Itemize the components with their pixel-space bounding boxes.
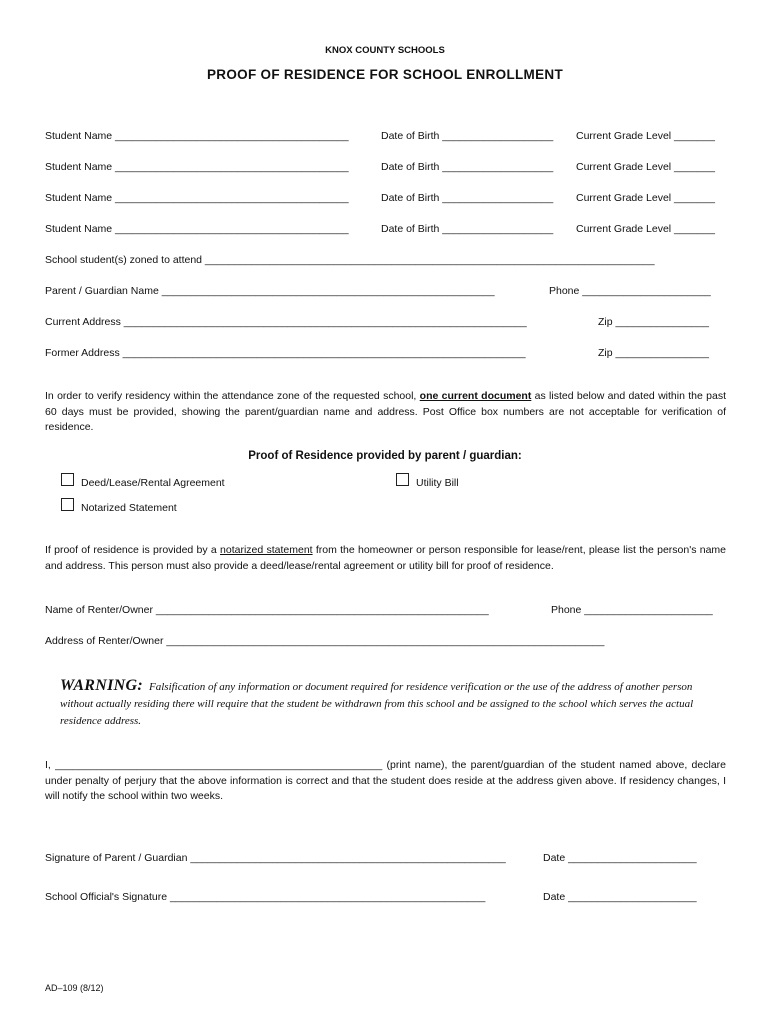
parent-signature-field[interactable]: Signature of Parent / Guardian ______________________________________________________ xyxy=(45,852,506,864)
date-of-birth-field-3[interactable]: Date of Birth ___________________ xyxy=(381,192,554,204)
parent-signature-date-field[interactable]: Date ______________________ xyxy=(543,852,697,864)
former-address-field[interactable]: Former Address _____________________________________________________________________ xyxy=(45,347,526,359)
warning-block xyxy=(60,677,715,730)
date-of-birth-field-4[interactable]: Date of Birth ___________________ xyxy=(381,223,554,235)
school-zoned-field[interactable]: School student(s) zoned to attend _____________________________________________________________________________ xyxy=(45,254,655,266)
renter-owner-address-field[interactable]: Address of Renter/Owner ___________________________________________________________________________ xyxy=(45,635,605,647)
renter-phone-field[interactable]: Phone ______________________ xyxy=(551,604,713,616)
date-of-birth-field-1[interactable]: Date of Birth ___________________ xyxy=(381,130,554,142)
residency-text-2: as listed below and dated within the past 60 days must be provided, showing the parent/guardian name and address. Post Office box numbers are not acceptable for verification of residence. xyxy=(45,390,726,433)
residency-emphasis: one current document xyxy=(419,390,532,402)
grade-level-field-3[interactable]: Current Grade Level _______ xyxy=(576,192,715,204)
page-title: PROOF OF RESIDENCE FOR SCHOOL ENROLLMENT xyxy=(206,67,563,82)
official-signature-field[interactable]: School Official's Signature ______________________________________________________ xyxy=(45,891,486,903)
deed-lease-checkbox[interactable] xyxy=(61,473,74,486)
notarized-instructions xyxy=(45,543,726,574)
current-address-field[interactable]: Current Address _____________________________________________________________________ xyxy=(45,316,527,328)
former-zip-field[interactable]: Zip ________________ xyxy=(598,347,709,359)
notarized-text-2: from the homeowner or person responsible for lease/rent, please list the person's name and address. This person must also provide a deed/lease/rental agreement or utility bill for proof of residence. xyxy=(45,544,726,572)
declaration-paragraph: I, ________________________________________________________ (print name), the parent/guardian of the student named above, declare under penalty of perjury that the above information is correct and that the student does reside at the address given above. If residency changes, I will notify the school within two weeks. xyxy=(45,759,726,802)
student-name-field-3[interactable]: Student Name ________________________________________ xyxy=(45,192,349,204)
student-name-field-2[interactable]: Student Name ________________________________________ xyxy=(45,161,349,173)
deed-lease-label: Deed/Lease/Rental Agreement xyxy=(81,477,225,489)
parent-guardian-name-field[interactable]: Parent / Guardian Name _________________________________________________________ xyxy=(45,285,495,297)
notarized-statement-checkbox[interactable] xyxy=(61,498,74,511)
student-name-field-1[interactable]: Student Name ________________________________________ xyxy=(45,130,349,142)
grade-level-field-2[interactable]: Current Grade Level _______ xyxy=(576,161,715,173)
official-signature-date-field[interactable]: Date ______________________ xyxy=(543,891,697,903)
phone-field[interactable]: Phone ______________________ xyxy=(549,285,711,297)
notarized-statement-label: Notarized Statement xyxy=(81,502,177,514)
form-code: AD–109 (8/12) xyxy=(45,983,104,993)
warning-text: Falsification of any information or document required for residence verification or the use of the address of another person without actually residing there will require that the student be withdrawn from this school and be assigned to the school which serves the actual residence address. xyxy=(60,681,694,727)
grade-level-field-4[interactable]: Current Grade Level _______ xyxy=(576,223,715,235)
utility-bill-label: Utility Bill xyxy=(416,477,459,489)
residency-instructions xyxy=(45,389,726,436)
renter-owner-name-field[interactable]: Name of Renter/Owner _________________________________________________________ xyxy=(45,604,489,616)
organization-name: KNOX COUNTY SCHOOLS xyxy=(325,45,445,56)
date-of-birth-field-2[interactable]: Date of Birth ___________________ xyxy=(381,161,554,173)
student-name-field-4[interactable]: Student Name ________________________________________ xyxy=(45,223,349,235)
current-zip-field[interactable]: Zip ________________ xyxy=(598,316,709,328)
utility-bill-checkbox[interactable] xyxy=(396,473,409,486)
notarized-text-1: If proof of residence is provided by a xyxy=(45,544,221,556)
warning-label: WARNING: xyxy=(60,677,144,694)
grade-level-field-1[interactable]: Current Grade Level _______ xyxy=(576,130,715,142)
proof-of-residence-heading: Proof of Residence provided by parent / guardian: xyxy=(248,450,522,462)
notarized-emphasis: notarized statement xyxy=(220,544,313,556)
residency-text-1: In order to verify residency within the attendance zone of the requested school, xyxy=(45,390,420,402)
